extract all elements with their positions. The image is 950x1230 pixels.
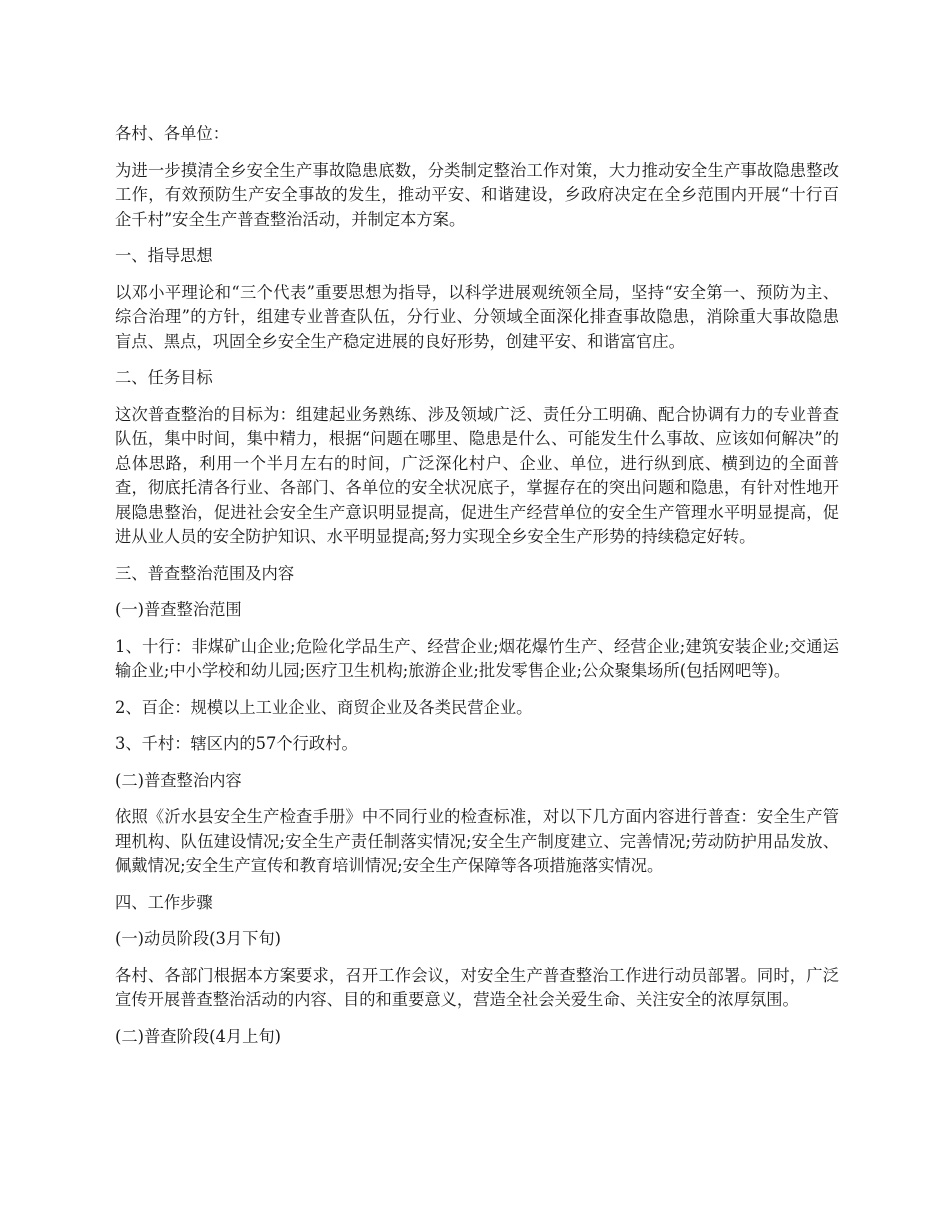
scope-item-hundred-enterprises: 2、百企：规模以上工业企业、商贸企业及各类民营企业。 [115,697,533,717]
section-heading-task-goals: 二、任务目标 [115,368,213,387]
section-heading-scope-content: 三、普查整治范围及内容 [115,563,295,583]
content-paragraph: 依照《沂水县安全生产检查手册》中不同行业的检查标准，对以下几方面内容进行普查：安全生产管理机构、队伍建设情况;安全生产责任制落实情况;安全生产制度建立、完善情况;劳动防护用品发放、佩戴情况;安全生产宣传和教育培训情况;安全生产保障等各项措施落实情况。 [115,807,839,875]
subheading-content: (二)普查整治内容 [115,770,242,790]
section-heading-guiding-thought: 一、指导思想 [115,246,213,265]
subheading-scope: (一)普查整治范围 [115,600,242,619]
task-goals-paragraph: 这次普查整治的目标为：组建起业务熟练、涉及领域广泛、责任分工明确、配合协调有力的专业普查队伍，集中时间，集中精力，根据“问题在哪里、隐患是什么、可能发生什么事故、应该如何解决”的总体思路，利用一个半月左右的时间，广泛深化村户、企业、单位，进行纵到底、横到边的全面普查，彻底托清各行业、各部门、各单位的安全状况底子，掌握存在的突出问题和隐患，有针对性地开展隐患整治，促进社会安全生产意识明显提高，促进生产经营单位的安全生产管理水平明显提高，促进从业人员的安全防护知识、水平明显提高;努力实现全乡安全生产形势的持续稳定好转。 [115,404,839,546]
guiding-thought-paragraph: 以邓小平理论和“三个代表”重要思想为指导，以科学进展观统领全局，坚持“安全第一、预防为主、综合治理”的方针，组建专业普查队伍，分行业、分领域全面深化排查事故隐患，消除重大事故隐患盲点、黑点，巩固全乡安全生产稳定进展的良好形势，创建平安、和谐富官庄。 [115,282,839,351]
subheading-survey-stage: (二)普查阶段(4月上旬) [115,1026,282,1046]
salutation: 各村、各单位： [115,124,229,143]
scope-item-ten-industries: 1、十行：非煤矿山企业;危险化学品生产、经营企业;烟花爆竹生产、经营企业;建筑安装企业;交通运输企业;中小学校和幼儿园;医疗卫生机构;旅游企业;批发零售企业;公众聚集场所(包括网吧等)。 [115,636,839,680]
intro-paragraph: 为进一步摸清全乡安全生产事故隐患底数，分类制定整治工作对策，大力推动安全生产事故隐患整改工作，有效预防生产安全事故的发生，推动平安、和谐建设，乡政府决定在全乡范围内开展“十行百企千村”安全生产普查整治活动，并制定本方案。 [115,160,839,229]
section-heading-work-steps: 四、工作步骤 [115,892,213,912]
subheading-mobilization-stage: (一)动员阶段(3月下旬) [115,929,282,948]
document-body [115,122,839,1061]
mobilization-paragraph: 各村、各部门根据本方案要求，召开工作会议，对安全生产普查整治工作进行动员部署。同时，广泛宣传开展普查整治活动的内容、目的和重要意义，营造全社会关爱生命、关注安全的浓厚氛围。 [115,965,839,1009]
scope-item-thousand-villages: 3、千村：辖区内的57个行政村。 [115,734,358,753]
